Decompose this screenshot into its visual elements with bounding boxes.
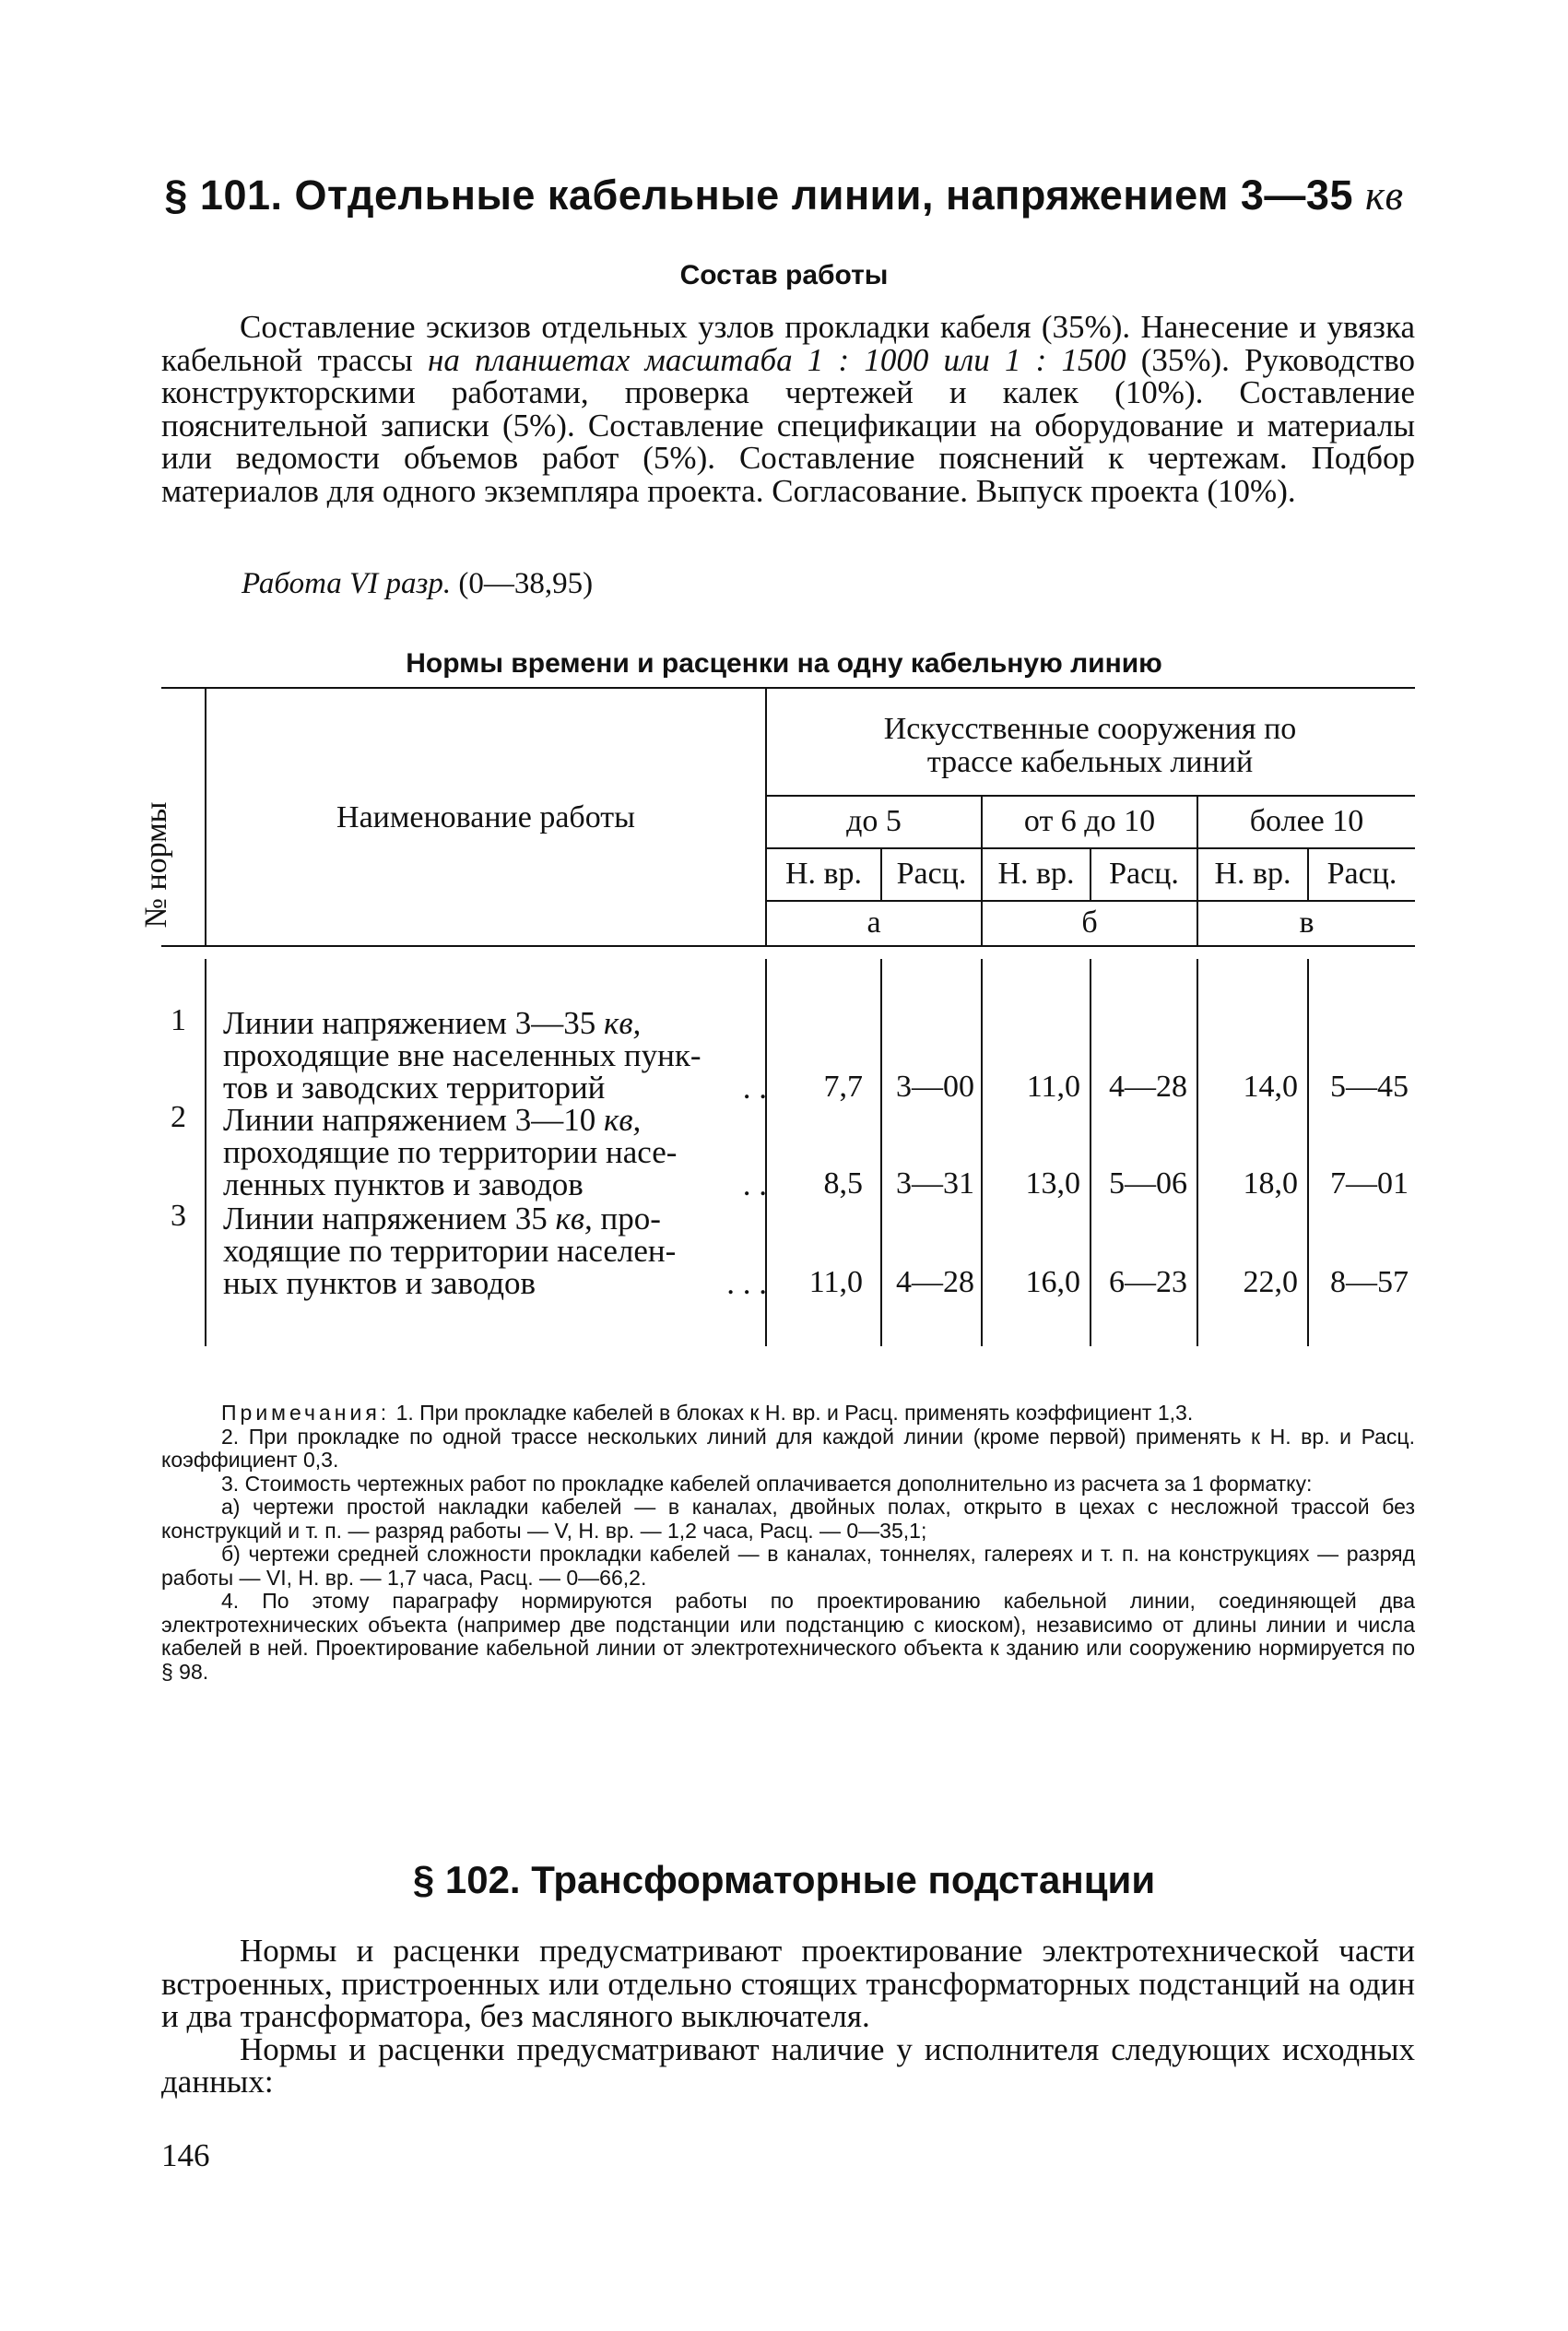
row-2-dots: . . [742,1166,767,1202]
sub-hvr-a: Н. вр. [784,857,863,891]
row-1-hvr-a: 7,7 [823,1070,863,1104]
sub-rasc-b: Расц. [1109,857,1179,891]
group-header-line-2: трассе кабельных линий [926,745,1254,779]
range-header-1: до 5 [846,804,902,838]
col-num-header: № нормы [139,801,173,929]
note-3: 3. Стоимость чертежных работ по прокладке кабелей оплачивается дополнительно из расчета за 1 форматку: [221,1471,1313,1496]
section-101-title-text: § 101. Отдельные кабельные линии, напряжением 3—35 [164,172,1353,219]
row-2-unit: кв, [603,1102,642,1138]
sub-rasc-a: Расц. [896,857,967,891]
row-3-number: 3 [171,1199,186,1233]
row-3-line-3: ных пунктов и заводов [223,1265,536,1301]
row-3-dots: . . . [726,1265,767,1301]
row-3-unit: кв, [555,1201,593,1236]
worker-grade-label: Работа VI разр. [242,567,452,600]
num-col-divider [205,687,206,945]
note-3b: б) чертежи средней сложности прокладки кабелей — в каналах, тоннелях, галереях и т. п. на конструкциях — разряд работы — VI, Н. вр. — 1,7 часа, Расц. — 0—66,2. [161,1542,1415,1590]
body-divider-num [205,959,206,1346]
row-1-rasc-c: 5—45 [1330,1070,1409,1104]
sub-hvr-c: Н. вр. [1214,857,1291,891]
letter-a: а [867,905,881,940]
worker-grade-value: (0—38,95) [458,567,594,600]
row-2-name [223,1104,767,1201]
table-caption: Нормы времени и расценки на одну кабельную линию [406,648,1162,679]
row-3-hvr-c: 22,0 [1243,1265,1298,1299]
section-102-paragraphs [161,1935,1415,2099]
row-3-hvr-a: 11,0 [808,1265,863,1299]
notes-label: Примечания: [221,1401,391,1425]
row-1-name [223,1007,767,1104]
para-part-b: на планшетах масштаба 1 : 1000 или 1 : 1500 [428,341,1126,378]
col-name-header: Наименование работы [336,800,635,834]
row-2-line-3: ленных пунктов и заводов [223,1166,584,1202]
letter-c: в [1299,905,1315,940]
section-102-para-1: Нормы и расценки предусматривают проектирование электротехнической части встроенных, пристроенных или отдельно стоящих трансформаторных подстанций на один и два трансформатора, без масляного выключателя. [161,1933,1415,2034]
work-composition-heading: Состав работы [679,260,889,290]
row-1-line-3: тов и заводских территорий [223,1070,606,1106]
row-2-line-2: проходящие по территории насе- [223,1134,678,1170]
range-header-3: более 10 [1249,804,1364,838]
row-2-line-1: Линии напряжением 3—10 [223,1102,596,1138]
row-1-dots: . . [742,1070,767,1106]
row-2-rasc-c: 7—01 [1330,1166,1409,1201]
row-3-rasc-a: 4—28 [896,1265,974,1299]
page-number: 146 [161,2137,210,2173]
row-2-rasc-b: 5—06 [1109,1166,1187,1201]
row-2-hvr-b: 13,0 [1025,1166,1080,1201]
row-2-hvr-c: 18,0 [1243,1166,1298,1201]
row-1-line-1: Линии напряжением 3—35 [223,1005,596,1041]
row-1-hvr-c: 14,0 [1243,1070,1298,1104]
notes-block [161,1402,1415,1684]
row-1-unit: кв, [603,1005,642,1041]
section-102-title: § 102. Трансформаторные подстанции [412,1858,1156,1901]
row-1-line-2: проходящие вне населенных пунк- [223,1037,701,1073]
para-part-a: Составление эскизов отдельных узлов прокладки кабеля (35%). Нанесение и увязка кабельной трассы [161,309,1415,378]
note-2: 2. При прокладке по одной трассе нескольких линий для каждой линии (кроме первой) применять к Н. вр. и Расц. коэффициент 0,3. [161,1424,1415,1472]
sub-rasc-c: Расц. [1326,857,1397,891]
para-part-c: (35%). Руководство конструкторскими работами, проверка чертежей и калек (10%). Составление пояснительной записки (5%). Составление спецификации на оборудование и материалы или ведомости объемов работ (5%). Составление пояснений к чертежам. Подбор материалов для одного экземпляра проекта. Согласование. Выпуск проекта (10%). [161,341,1415,509]
letter-b: б [1081,905,1098,940]
group-header-rule [765,795,1415,797]
section-102-para-2: Нормы и расценки предусматривают наличие у исполнителя следующих исходных данных: [161,2030,1415,2100]
subheader-rule [765,900,1415,902]
group-header-line-1: Искусственные сооружения по [883,712,1297,746]
row-1-hvr-b: 11,0 [1026,1070,1080,1104]
row-1-number: 1 [171,1003,186,1037]
row-3-line-1-end: про- [600,1201,661,1236]
row-3-line-1: Линии напряжением 35 [223,1201,548,1236]
row-3-rasc-c: 8—57 [1330,1265,1409,1299]
row-3-line-2: ходящие по территории населен- [223,1233,677,1269]
sub-hvr-b: Н. вр. [997,857,1075,891]
row-1-rasc-a: 3—00 [896,1070,974,1104]
note-1: 1. При прокладке кабелей в блоках к Н. вр. и Расц. применять коэффициент 1,3. [395,1401,1194,1425]
note-3a: а) чертежи простой накладки кабелей — в каналах, двойных полах, открыто в цехах с несложной трассой без конструкций и т. п. — разряд работы — V, Н. вр. — 1,2 часа, Расц. — 0—35,1; [161,1495,1415,1543]
row-3-rasc-b: 6—23 [1109,1265,1187,1299]
header-bottom-rule [161,945,1415,947]
row-3-name [223,1202,767,1299]
row-2-hvr-a: 8,5 [823,1166,863,1201]
row-1-rasc-b: 4—28 [1109,1070,1187,1104]
section-101-title-unit: кв [1365,172,1404,219]
table-top-rule [161,687,1415,689]
row-2-number: 2 [171,1100,186,1134]
row-2-rasc-a: 3—31 [896,1166,974,1201]
row-3-hvr-b: 16,0 [1025,1265,1080,1299]
range-header-2: от 6 до 10 [1023,804,1156,838]
note-4: 4. По этому параграфу нормируются работы по проектированию кабельной линии, соединяющей два электротехнических объекта (например две подстанции или подстанцию с киоском), независимо от длины линии и числа кабелей в ней. Проектирование кабельной линии от электротехнического объекта к зданию или сооружению нормируется по § 98. [161,1589,1415,1684]
